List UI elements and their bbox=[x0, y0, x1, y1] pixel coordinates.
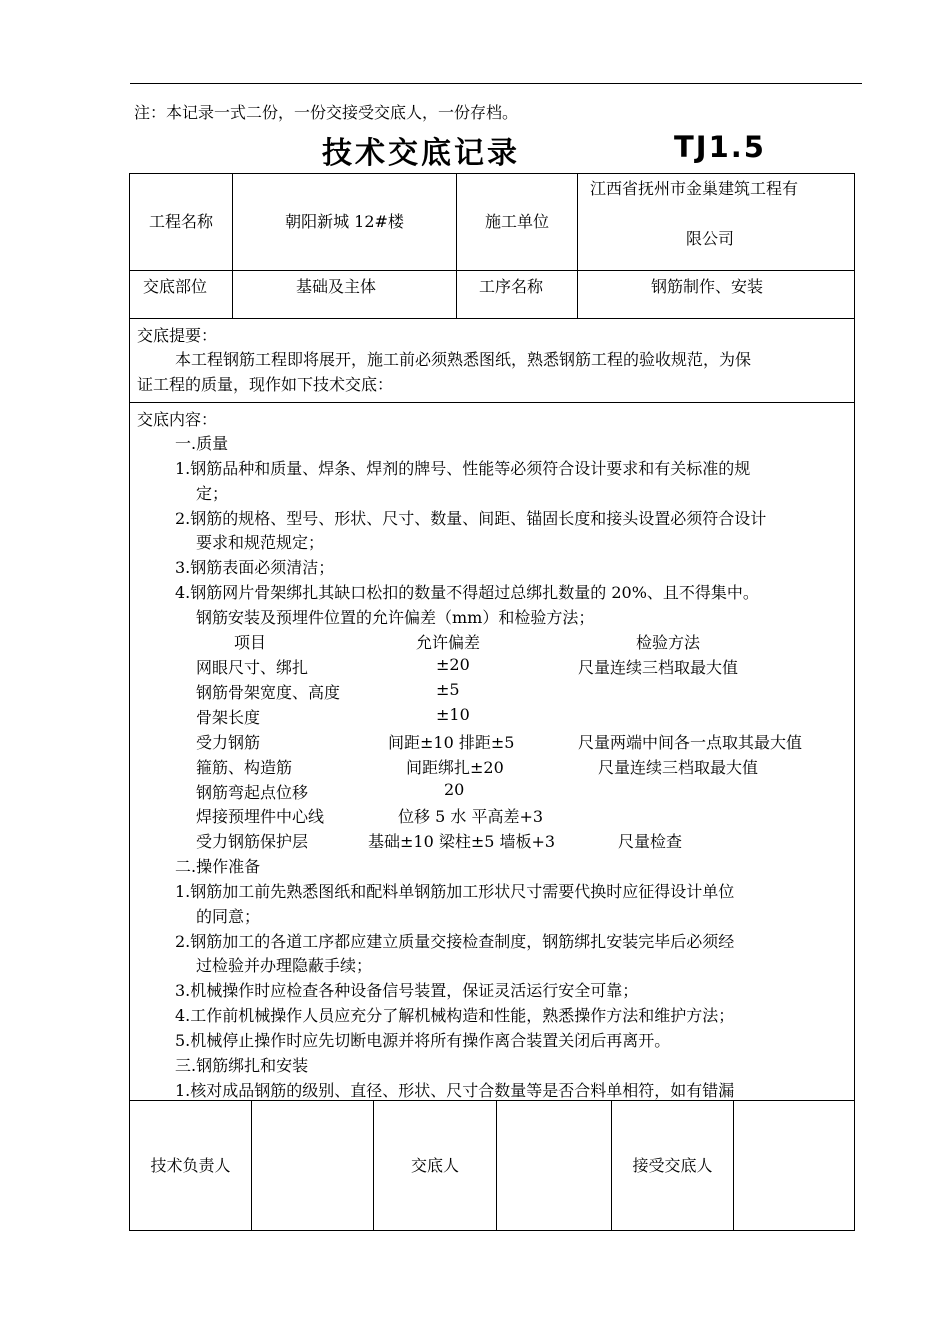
discloser-label: 交底人 bbox=[410, 1155, 459, 1175]
tech-lead-signature-field[interactable] bbox=[252, 1101, 373, 1230]
discloser-signature-field[interactable] bbox=[497, 1101, 611, 1230]
content-line: 过检验并办理隐蔽手续； bbox=[196, 956, 373, 975]
tolerance-deviation: 基础±10 梁柱±5 墙板+3 bbox=[368, 832, 556, 851]
content-line: 定； bbox=[196, 484, 229, 503]
tolerance-header-deviation: 允许偏差 bbox=[416, 633, 481, 652]
content-line: 4.工作前机械操作人员应充分了解机械构造和性能，熟悉操作方法和维护方法； bbox=[175, 1006, 735, 1025]
content-line: 钢筋安装及预埋件位置的允许偏差（mm）和检验方法； bbox=[196, 608, 595, 627]
contractor-value-line2: 限公司 bbox=[686, 229, 735, 248]
tolerance-item: 钢筋弯起点位移 bbox=[196, 783, 309, 802]
document-code: TJ1.5 bbox=[674, 130, 766, 164]
tolerance-header-item: 项目 bbox=[234, 633, 267, 652]
tolerance-item: 箍筋、构造筋 bbox=[196, 758, 293, 777]
contractor-label: 施工单位 bbox=[484, 212, 549, 231]
summary-line: 证工程的质量，现作如下技术交底： bbox=[137, 375, 394, 394]
content-line: 2.钢筋的规格、型号、形状、尺寸、数量、间距、锚固长度和接头设置必须符合设计 bbox=[175, 509, 767, 528]
tolerance-header-method: 检验方法 bbox=[636, 633, 701, 652]
project-name-value: 朝阳新城 12#楼 bbox=[285, 212, 404, 231]
tolerance-item: 骨架长度 bbox=[196, 708, 261, 727]
process-value: 钢筋制作、安装 bbox=[651, 277, 764, 296]
summary-label: 交底提要： bbox=[137, 326, 218, 345]
summary-line: 本工程钢筋工程即将展开，施工前必须熟悉图纸，熟悉钢筋工程的验收规范，为保 bbox=[175, 350, 752, 369]
tolerance-method: 尺量两端中间各一点取其最大值 bbox=[578, 733, 803, 752]
tolerance-item: 受力钢筋 bbox=[196, 733, 261, 752]
content-line: 5.机械停止操作时应先切断电源并将所有操作离合装置关闭后再离开。 bbox=[175, 1031, 671, 1050]
tolerance-method: 尺量连续三档取最大值 bbox=[578, 658, 739, 677]
row-divider bbox=[129, 402, 855, 403]
content-line: 3.钢筋表面必须清洁； bbox=[175, 558, 335, 577]
content-line: 1.钢筋品种和质量、焊条、焊剂的牌号、性能等必须符合设计要求和有关标准的规 bbox=[175, 459, 751, 478]
tolerance-item: 受力钢筋保护层 bbox=[196, 832, 309, 851]
content-line: 1.核对成品钢筋的级别、直径、形状、尺寸合数量等是否合料单相符，如有错漏 bbox=[175, 1081, 735, 1100]
receiver-signature-field[interactable] bbox=[734, 1101, 854, 1230]
col-divider bbox=[577, 173, 578, 318]
top-rule bbox=[130, 83, 862, 84]
content-line: 3.机械操作时应检查各种设备信号装置，保证灵活运行安全可靠； bbox=[175, 981, 639, 1000]
tolerance-deviation: 20 bbox=[444, 780, 465, 799]
content-label: 交底内容： bbox=[137, 410, 218, 429]
part-label: 交底部位 bbox=[143, 277, 208, 296]
content-line: 2.钢筋加工的各道工序都应建立质量交接检查制度，钢筋绑扎安装完毕后必须经 bbox=[175, 932, 735, 951]
document-title: 技术交底记录 bbox=[322, 136, 520, 171]
tolerance-item: 网眼尺寸、绑扎 bbox=[196, 658, 309, 677]
content-line: 要求和规范规定； bbox=[196, 533, 325, 552]
content-line: 1.钢筋加工前先熟悉图纸和配料单钢筋加工形状尺寸需要代换时应征得设计单位 bbox=[175, 882, 735, 901]
tolerance-method: 尺量连续三档取最大值 bbox=[598, 758, 759, 777]
tolerance-deviation: 间距绑扎±20 bbox=[406, 758, 504, 777]
tolerance-deviation: ±20 bbox=[436, 655, 470, 674]
row-divider bbox=[129, 318, 855, 319]
content-heading: 三.钢筋绑扎和安装 bbox=[175, 1056, 309, 1075]
contractor-value-line1: 江西省抚州市金巢建筑工程有 bbox=[590, 179, 799, 198]
project-name-label: 工程名称 bbox=[148, 212, 213, 231]
tolerance-item: 焊接预埋件中心线 bbox=[196, 807, 325, 826]
content-line: 的同意； bbox=[196, 907, 261, 926]
note-text: 注：本记录一式二份，一份交接受交底人，一份存档。 bbox=[134, 103, 519, 122]
row-divider bbox=[129, 270, 855, 271]
tolerance-item: 钢筋骨架宽度、高度 bbox=[196, 683, 341, 702]
tolerance-deviation: 间距±10 排距±5 bbox=[388, 733, 515, 752]
part-value: 基础及主体 bbox=[296, 277, 377, 296]
content-heading: 一.质量 bbox=[175, 434, 229, 453]
tolerance-deviation: ±5 bbox=[436, 680, 460, 699]
tech-lead-label: 技术负责人 bbox=[150, 1155, 231, 1175]
content-line: 4.钢筋网片骨架绑扎其缺口松扣的数量不得超过总绑扎数量的 20%、且不得集中。 bbox=[175, 583, 759, 602]
content-heading: 二.操作准备 bbox=[175, 857, 261, 876]
receiver-label: 接受交底人 bbox=[632, 1155, 713, 1175]
process-label: 工序名称 bbox=[479, 277, 544, 296]
tolerance-deviation: 位移 5 水 平高差+3 bbox=[398, 807, 544, 826]
tolerance-deviation: ±10 bbox=[436, 705, 470, 724]
tolerance-method: 尺量检查 bbox=[618, 832, 683, 851]
